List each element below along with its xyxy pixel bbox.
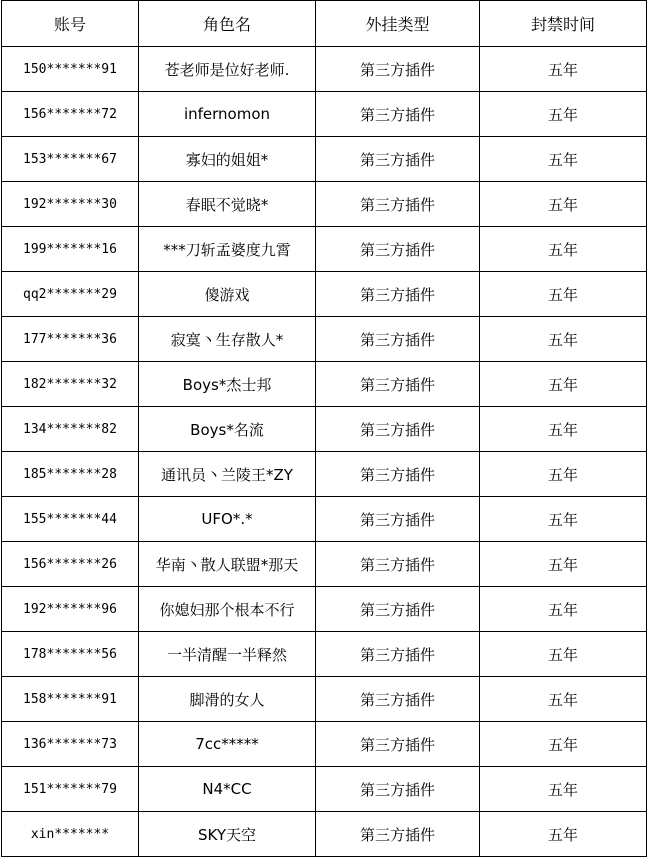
- cell-cheat-type: 第三方插件: [316, 92, 480, 137]
- cell-role-name: UFO*.*: [139, 497, 316, 542]
- cell-account: 156*******72: [2, 92, 139, 137]
- table-row: [2, 47, 647, 92]
- cell-account: 150*******91: [2, 47, 139, 92]
- cell-role-name: 华南丶散人联盟*那天: [139, 542, 316, 587]
- ban-list-table: [1, 0, 647, 857]
- cell-ban-duration: 五年: [480, 722, 647, 767]
- cell-ban-duration: 五年: [480, 92, 647, 137]
- cell-ban-duration: 五年: [480, 182, 647, 227]
- cell-ban-duration: 五年: [480, 812, 647, 857]
- cell-cheat-type: 第三方插件: [316, 677, 480, 722]
- cell-ban-duration: 五年: [480, 587, 647, 632]
- cell-account: 199*******16: [2, 227, 139, 272]
- table-row: [2, 137, 647, 182]
- cell-account: 151*******79: [2, 767, 139, 812]
- cell-ban-duration: 五年: [480, 767, 647, 812]
- cell-account: 155*******44: [2, 497, 139, 542]
- cell-cheat-type: 第三方插件: [316, 812, 480, 857]
- table-row: [2, 767, 647, 812]
- cell-role-name: infernomon: [139, 92, 316, 137]
- table-row: [2, 812, 647, 857]
- cell-cheat-type: 第三方插件: [316, 542, 480, 587]
- table-row: [2, 722, 647, 767]
- header-row: [2, 1, 647, 47]
- cell-ban-duration: 五年: [480, 47, 647, 92]
- header-role-name: 角色名: [139, 1, 316, 47]
- table-row: [2, 587, 647, 632]
- cell-ban-duration: 五年: [480, 317, 647, 362]
- cell-account: 156*******26: [2, 542, 139, 587]
- cell-cheat-type: 第三方插件: [316, 497, 480, 542]
- cell-cheat-type: 第三方插件: [316, 587, 480, 632]
- table-row: [2, 497, 647, 542]
- table-body: [2, 47, 647, 857]
- cell-role-name: Boys*杰士邦: [139, 362, 316, 407]
- cell-account: 153*******67: [2, 137, 139, 182]
- cell-role-name: 通讯员丶兰陵王*ZY: [139, 452, 316, 497]
- cell-cheat-type: 第三方插件: [316, 632, 480, 677]
- cell-role-name: 傻游戏: [139, 272, 316, 317]
- header-ban-duration: 封禁时间: [480, 1, 647, 47]
- cell-account: 177*******36: [2, 317, 139, 362]
- cell-ban-duration: 五年: [480, 227, 647, 272]
- cell-role-name: 苍老师是位好老师.: [139, 47, 316, 92]
- table-row: [2, 632, 647, 677]
- cell-cheat-type: 第三方插件: [316, 272, 480, 317]
- cell-cheat-type: 第三方插件: [316, 227, 480, 272]
- table-row: [2, 452, 647, 497]
- table-row: [2, 272, 647, 317]
- cell-account: xin*******: [2, 812, 139, 857]
- cell-cheat-type: 第三方插件: [316, 452, 480, 497]
- header-account: 账号: [2, 1, 139, 47]
- cell-account: 136*******73: [2, 722, 139, 767]
- cell-ban-duration: 五年: [480, 407, 647, 452]
- cell-cheat-type: 第三方插件: [316, 47, 480, 92]
- cell-ban-duration: 五年: [480, 497, 647, 542]
- table-row: [2, 362, 647, 407]
- cell-cheat-type: 第三方插件: [316, 182, 480, 227]
- cell-cheat-type: 第三方插件: [316, 317, 480, 362]
- cell-role-name: 7cc*****: [139, 722, 316, 767]
- cell-ban-duration: 五年: [480, 362, 647, 407]
- table-header: [2, 1, 647, 47]
- cell-role-name: 一半清醒一半释然: [139, 632, 316, 677]
- cell-ban-duration: 五年: [480, 137, 647, 182]
- cell-role-name: SKY天空: [139, 812, 316, 857]
- cell-account: qq2*******29: [2, 272, 139, 317]
- table-row: [2, 92, 647, 137]
- cell-ban-duration: 五年: [480, 452, 647, 497]
- table-row: [2, 317, 647, 362]
- cell-cheat-type: 第三方插件: [316, 137, 480, 182]
- cell-account: 192*******96: [2, 587, 139, 632]
- cell-account: 134*******82: [2, 407, 139, 452]
- cell-cheat-type: 第三方插件: [316, 407, 480, 452]
- cell-role-name: 脚滑的女人: [139, 677, 316, 722]
- cell-ban-duration: 五年: [480, 677, 647, 722]
- cell-role-name: Boys*名流: [139, 407, 316, 452]
- cell-ban-duration: 五年: [480, 272, 647, 317]
- cell-account: 185*******28: [2, 452, 139, 497]
- cell-role-name: N4*CC: [139, 767, 316, 812]
- cell-ban-duration: 五年: [480, 542, 647, 587]
- table-row: [2, 677, 647, 722]
- cell-role-name: 寡妇的姐姐*: [139, 137, 316, 182]
- cell-ban-duration: 五年: [480, 632, 647, 677]
- cell-account: 192*******30: [2, 182, 139, 227]
- cell-cheat-type: 第三方插件: [316, 362, 480, 407]
- cell-cheat-type: 第三方插件: [316, 722, 480, 767]
- cell-account: 158*******91: [2, 677, 139, 722]
- cell-account: 178*******56: [2, 632, 139, 677]
- cell-role-name: 你媳妇那个根本不行: [139, 587, 316, 632]
- cell-cheat-type: 第三方插件: [316, 767, 480, 812]
- cell-role-name: ***刀斩孟婆度九霄: [139, 227, 316, 272]
- cell-account: 182*******32: [2, 362, 139, 407]
- table-row: [2, 182, 647, 227]
- table-row: [2, 542, 647, 587]
- table-row: [2, 407, 647, 452]
- cell-role-name: 春眠不觉晓*: [139, 182, 316, 227]
- cell-role-name: 寂寞丶生存散人*: [139, 317, 316, 362]
- header-cheat-type: 外挂类型: [316, 1, 480, 47]
- table-row: [2, 227, 647, 272]
